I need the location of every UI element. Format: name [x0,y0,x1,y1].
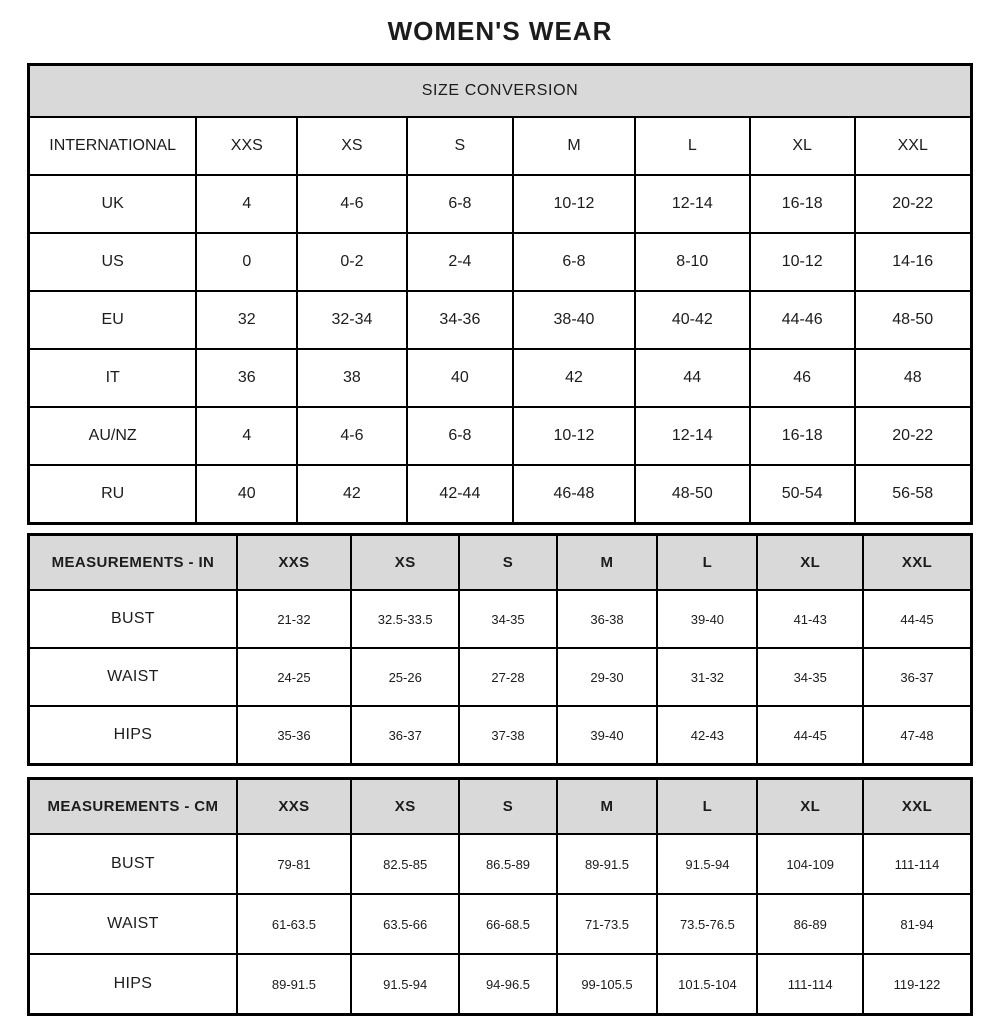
row-label: BUST [29,834,237,894]
table-row [29,648,972,706]
table-spacer [27,525,973,533]
size-cell: 89-91.5 [237,954,351,1015]
size-cell: 6-8 [513,233,635,291]
size-cell: 36-37 [863,648,972,706]
table-title-row [29,65,972,118]
table-row [29,175,972,233]
table-row [29,465,972,524]
size-cell: 14-16 [855,233,972,291]
size-cell: 10-12 [513,407,635,465]
row-label: INTERNATIONAL [29,117,197,175]
size-cell: 6-8 [407,407,514,465]
size-cell: 44-45 [757,706,863,765]
size-cell: 36-38 [557,590,658,648]
column-header: S [459,779,556,835]
size-cell: 73.5-76.5 [657,894,757,954]
size-cell: 32-34 [297,291,406,349]
size-cell: 24-25 [237,648,351,706]
size-cell: 119-122 [863,954,972,1015]
size-cell: M [513,117,635,175]
size-cell: 111-114 [863,834,972,894]
size-cell: 32.5-33.5 [351,590,459,648]
size-cell: 82.5-85 [351,834,459,894]
size-cell: 44-45 [863,590,972,648]
size-cell: L [635,117,750,175]
size-cell: 111-114 [757,954,863,1015]
size-cell: 66-68.5 [459,894,556,954]
table-row [29,407,972,465]
size-cell: 61-63.5 [237,894,351,954]
size-cell: 39-40 [657,590,757,648]
size-cell: 27-28 [459,648,556,706]
size-cell: 2-4 [407,233,514,291]
size-cell: 99-105.5 [557,954,658,1015]
row-label: AU/NZ [29,407,197,465]
size-cell: 36 [196,349,297,407]
table-row [29,894,972,954]
size-cell: 44-46 [750,291,855,349]
row-label: WAIST [29,894,237,954]
size-cell: 89-91.5 [557,834,658,894]
size-cell: 91.5-94 [657,834,757,894]
size-cell: 101.5-104 [657,954,757,1015]
column-header: XXS [237,779,351,835]
size-cell: 38-40 [513,291,635,349]
size-cell: 40 [407,349,514,407]
size-cell: 42-44 [407,465,514,524]
size-cell: 86.5-89 [459,834,556,894]
size-cell: 47-48 [863,706,972,765]
size-cell: 34-35 [757,648,863,706]
page-title: WOMEN'S WEAR [387,16,613,46]
table-row [29,291,972,349]
size-cell: 12-14 [635,175,750,233]
size-cell: 8-10 [635,233,750,291]
column-header: XXS [237,535,351,591]
size-cell: 35-36 [237,706,351,765]
size-cell: 6-8 [407,175,514,233]
size-cell: 104-109 [757,834,863,894]
size-cell: XXL [855,117,972,175]
size-cell: 91.5-94 [351,954,459,1015]
table-row [29,706,972,765]
column-header: XS [351,779,459,835]
size-cell: 48 [855,349,972,407]
table-title: MEASUREMENTS - CM [29,779,237,835]
table-row [29,834,972,894]
row-label: BUST [29,590,237,648]
row-label: HIPS [29,954,237,1015]
size-cell: 46 [750,349,855,407]
row-label: RU [29,465,197,524]
size-cell: 0 [196,233,297,291]
size-cell: 37-38 [459,706,556,765]
size-cell: 42-43 [657,706,757,765]
table-title: SIZE CONVERSION [29,65,972,118]
size-cell: 25-26 [351,648,459,706]
row-label: HIPS [29,706,237,765]
size-cell: 4-6 [297,175,406,233]
column-header-row [29,535,972,591]
measurements-cm-table [27,777,973,1016]
table-title: MEASUREMENTS - IN [29,535,237,591]
size-cell: XXS [196,117,297,175]
size-cell: S [407,117,514,175]
size-cell: 94-96.5 [459,954,556,1015]
size-cell: 36-37 [351,706,459,765]
table-row [29,954,972,1015]
column-header: M [557,779,658,835]
size-cell: 44 [635,349,750,407]
table-row [29,233,972,291]
size-cell: 41-43 [757,590,863,648]
column-header: XS [351,535,459,591]
size-cell: 40 [196,465,297,524]
size-cell: 20-22 [855,407,972,465]
size-cell: 42 [297,465,406,524]
table-row [29,117,972,175]
size-cell: 42 [513,349,635,407]
column-header: L [657,779,757,835]
size-cell: 16-18 [750,175,855,233]
column-header: XL [757,535,863,591]
column-header-row [29,779,972,835]
size-cell: 20-22 [855,175,972,233]
size-cell: 71-73.5 [557,894,658,954]
size-cell: 39-40 [557,706,658,765]
size-cell: 46-48 [513,465,635,524]
size-cell: 31-32 [657,648,757,706]
size-cell: 16-18 [750,407,855,465]
size-cell: 48-50 [855,291,972,349]
size-cell: 48-50 [635,465,750,524]
table-row [29,349,972,407]
column-header: L [657,535,757,591]
size-cell: 38 [297,349,406,407]
size-cell: 32 [196,291,297,349]
column-header: XXL [863,535,972,591]
measurements-in-table [27,533,973,766]
size-cell: 10-12 [750,233,855,291]
table-row [29,590,972,648]
size-cell: 63.5-66 [351,894,459,954]
size-cell: 21-32 [237,590,351,648]
column-header: XXL [863,779,972,835]
size-cell: 81-94 [863,894,972,954]
row-label: EU [29,291,197,349]
column-header: M [557,535,658,591]
size-cell: 12-14 [635,407,750,465]
row-label: WAIST [29,648,237,706]
size-cell: 50-54 [750,465,855,524]
row-label: IT [29,349,197,407]
size-cell: 4-6 [297,407,406,465]
size-cell: 34-36 [407,291,514,349]
column-header: XL [757,779,863,835]
size-cell: 4 [196,175,297,233]
size-cell: 0-2 [297,233,406,291]
table-spacer [27,766,973,777]
size-cell: 29-30 [557,648,658,706]
size-cell: 40-42 [635,291,750,349]
column-header: S [459,535,556,591]
size-cell: XS [297,117,406,175]
row-label: UK [29,175,197,233]
row-label: US [29,233,197,291]
size-cell: 34-35 [459,590,556,648]
size-cell: 10-12 [513,175,635,233]
size-cell: XL [750,117,855,175]
size-cell: 56-58 [855,465,972,524]
size-cell: 79-81 [237,834,351,894]
size-cell: 4 [196,407,297,465]
size-conversion-table [27,63,973,525]
size-cell: 86-89 [757,894,863,954]
